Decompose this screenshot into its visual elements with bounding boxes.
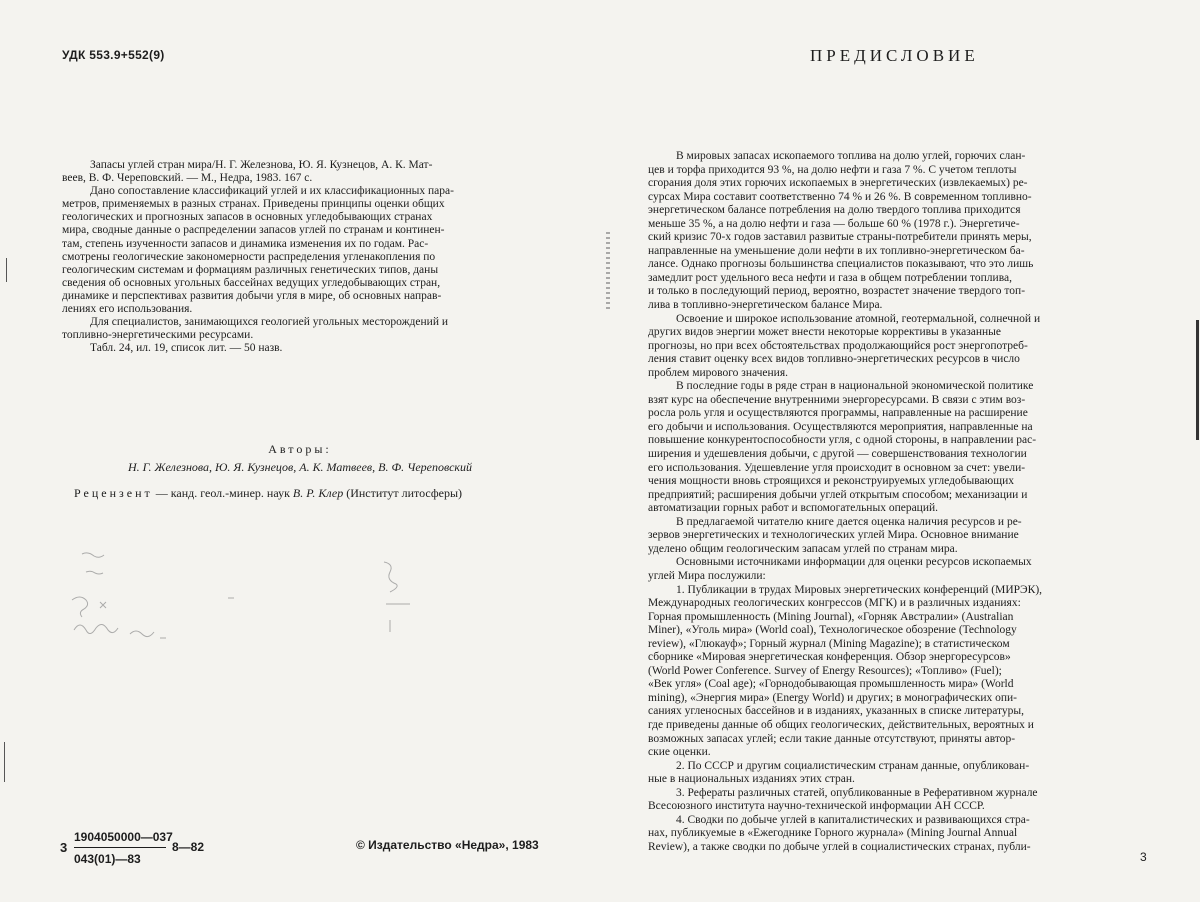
preface-line: цев и торфа приходится 93 %, на долю нефти и газа 7 %. С учетом теплоты bbox=[648, 163, 1017, 176]
preface-line: энергетическом балансе потребления на долю твердого топлива приходится bbox=[648, 204, 1021, 217]
preface-line: его добычи и использования. Осуществляются мероприятия, направленные на bbox=[648, 420, 1033, 433]
code-denominator: 043(01)—83 bbox=[74, 852, 141, 866]
preface-line: (World Power Conference. Survey of Energy Resources); «Топливо» (Fuel); bbox=[648, 664, 1002, 677]
preface-line: других видов энергии может внести некоторые коррективы в указанные bbox=[648, 326, 1002, 339]
abstract-line: лениях его использования. bbox=[62, 303, 193, 316]
preface-line: ширения и удешевления добычи, с другой — совершенствования технологии bbox=[648, 448, 1027, 461]
preface-line: В предлагаемой читателю книге дается оценка наличия ресурсов и ре- bbox=[676, 515, 1022, 528]
abstract-line: веев, В. Ф. Череповский. — М., Недра, 1983. 167 с. bbox=[62, 172, 313, 185]
page-number: 3 bbox=[1140, 850, 1147, 864]
abstract-line: Табл. 24, ил. 19, список лит. — 50 назв. bbox=[90, 342, 283, 355]
abstract-line: сведения об основных угольных бассейнах ведущих угледобывающих стран, bbox=[62, 276, 441, 289]
preface-line: проблем мирового значения. bbox=[648, 366, 789, 379]
preface-line: 1. Публикации в трудах Мировых энергетических конференций (МИРЭК), bbox=[676, 583, 1043, 596]
preface-line: лива в топливно-энергетическом балансе Мира. bbox=[648, 299, 883, 312]
publisher-copyright: © Издательство «Недра», 1983 bbox=[356, 838, 539, 852]
preface-line: прогнозы, но при всех обстоятельствах продолжающийся рост энергопотреб- bbox=[648, 339, 1028, 352]
preface-line: лансе. Однако прогнозы большинства специалистов показывают, что это лишь bbox=[648, 258, 1034, 271]
abstract-line: Для специалистов, занимающихся геологией угольных месторождений и bbox=[90, 316, 449, 329]
authors-names: Н. Г. Железнова, Ю. Я. Кузнецов, А. К. Матвеев, В. Ф. Череповский bbox=[127, 460, 473, 474]
preface-line: ления ставит оценку всех видов топливно-энергетических ресурсов в число bbox=[648, 353, 1020, 366]
preface-line: сурсах Мира составит соответственно 74 % и 26 %. В современном топливно- bbox=[648, 190, 1032, 203]
abstract-block bbox=[62, 159, 568, 355]
preface-line: нах, публикуемые в «Ежегоднике Горного журнала» (Mining Journal Annual bbox=[648, 827, 1018, 840]
left-edge-mark bbox=[6, 258, 7, 282]
preface-line: предприятий; расширения добычи углей открытым способом; механизации и bbox=[648, 488, 1028, 501]
preface-line: Горная промышленность (Mining Journal), «Горняк Австралии» (Australian bbox=[648, 610, 1014, 623]
preface-line: Всесоюзного института научно-технической информации АН СССР. bbox=[648, 800, 985, 813]
reviewer-line bbox=[74, 486, 462, 501]
page-title: ПРЕДИСЛОВИЕ bbox=[810, 46, 979, 65]
reviewer-prefix: Рецензент bbox=[74, 486, 153, 500]
preface-line: ские оценки. bbox=[648, 746, 711, 759]
code-suffix: 8—82 bbox=[172, 840, 205, 854]
preface-line: 2. По СССР и другим социалистическим странам данные, опубликован- bbox=[676, 759, 1030, 772]
reviewer-suffix: (Институт литосферы) bbox=[343, 486, 463, 500]
preface-line: зервов энергетических и технологических углей Мира. Основное внимание bbox=[648, 529, 1019, 542]
abstract-line: геологических и прогнозных запасов в основных угледобывающих странах bbox=[62, 211, 433, 224]
preface-line: сгорания доля этих горючих ископаемых в энергетических (извлекаемых) ре- bbox=[648, 177, 1028, 190]
preface-line: меньше 35 %, а на долю нефти и газа — больше 60 % (1978 г.). Энергетиче- bbox=[648, 217, 1020, 230]
preface-line: замедлит рост удельного веса нефти и газа в общем потреблении топлива, bbox=[648, 271, 1012, 284]
abstract-line: топливно-энергетическими ресурсами. bbox=[62, 329, 254, 342]
abstract-line: Дано сопоставление классификаций углей и их классификационных пара- bbox=[90, 185, 454, 198]
code-fraction-bar bbox=[74, 847, 166, 848]
preface-line: повышение конкурентоспособности угля, с одной стороны, в направлении рас- bbox=[648, 434, 1037, 447]
preface-line: автоматизации горных работ и вспомогательных операций. bbox=[648, 502, 939, 515]
preface-line: и только в последующий период, вероятно, возрастет значение твердого топ- bbox=[648, 285, 1026, 298]
preface-line: review), «Глюкауф»; Горный журнал (Mining Magazine); в статистическом bbox=[648, 637, 1010, 650]
preface-line: где приведены данные об общих геологических, действительных, вероятных и bbox=[648, 718, 1034, 731]
authors-heading: Авторы: bbox=[268, 442, 332, 456]
right-edge-mark bbox=[1196, 320, 1199, 440]
preface-line: уделено общим геологическим запасам углей по странам мира. bbox=[648, 542, 958, 555]
preface-line: ский кризис 70-х годов заставил развитые страны-потребители принять меры, bbox=[648, 231, 1032, 244]
preface-line: чения мощности вновь строящихся и реконструируемых угледобывающих bbox=[648, 475, 1014, 488]
preface-line: росла роль угля и осуществляются программы, направленные на расширение bbox=[648, 407, 1028, 420]
left-edge-mark-2 bbox=[4, 742, 5, 782]
preface-line: mining), «Энергия мира» (Energy World) и других; в монографических опи- bbox=[648, 691, 1017, 704]
preface-line: Международных геологических конгрессов (МГК) и в различных изданиях: bbox=[648, 597, 1021, 610]
preface-line: направленные на уменьшение доли нефти в их топливно-энергетическом ба- bbox=[648, 244, 1025, 257]
abstract-line: мира, сводные данные о распределении запасов углей по странам и континен- bbox=[62, 224, 445, 237]
preface-line: ные в национальных изданиях этих стран. bbox=[648, 773, 855, 786]
preface-line: В мировых запасах ископаемого топлива на долю углей, горючих слан- bbox=[676, 150, 1026, 162]
abstract-line: Запасы углей стран мира/Н. Г. Железнова, Ю. Я. Кузнецов, А. К. Мат- bbox=[90, 159, 433, 171]
preface-line: сборнике «Мировая энергетическая конференция. Обзор энергоресурсов» bbox=[648, 651, 1011, 664]
code-numerator: 1904050000—037 bbox=[74, 830, 173, 844]
preface-line: взят курс на обеспечение внутренними энергоресурсами. В связи с этим воз- bbox=[648, 393, 1026, 406]
preface-line: саниях угленосных бассейнов и в изданиях, указанных в списке литературы, bbox=[648, 705, 1024, 718]
preface-line: Miner), «Уголь мира» (World coal), Технологическое обозрение (Technology bbox=[648, 624, 1017, 637]
preface-line: 4. Сводки по добыче углей в капиталистических и развивающихся стра- bbox=[676, 813, 1030, 826]
reviewer-text: — канд. геол.-минер. наук bbox=[152, 486, 293, 500]
abstract-line: метров, применяемых в разных странах. Приведены принципы оценки общих bbox=[62, 198, 445, 211]
preface-line: его использования. Удешевление угля происходит в основном за счет: увели- bbox=[648, 461, 1026, 474]
preface-line: Основными источниками информации для оценки ресурсов ископаемых bbox=[676, 556, 1032, 569]
preface-line: В последние годы в ряде стран в национальной экономической политике bbox=[676, 380, 1034, 393]
preface-line: Освоение и широкое использование атомной, геотермальной, солнечной и bbox=[676, 312, 1041, 325]
preface-line: возможных запасах углей; если такие данные отсутствуют, приняты автор- bbox=[648, 732, 1016, 745]
abstract-line: геологическим системам и формациям различных генетических типов, даны bbox=[62, 263, 439, 276]
preface-line: «Век угля» (Coal age); «Горнодобывающая промышленность мира» (World bbox=[648, 678, 1014, 691]
reviewer-name: В. Р. Клер bbox=[292, 486, 344, 500]
code-big: 3 bbox=[60, 840, 68, 855]
abstract-line: там, степень изученности запасов и динамика изменения их по годам. Рас- bbox=[62, 237, 429, 250]
abstract-line: смотрены геологические закономерности распределения угленакопления по bbox=[62, 250, 436, 263]
udk-code: УДК 553.9+552(9) bbox=[62, 48, 165, 62]
preface-body bbox=[648, 150, 1146, 854]
preface-line: углей Мира послужили: bbox=[648, 569, 766, 582]
pencil-marks bbox=[60, 548, 420, 668]
preface-line: 3. Рефераты различных статей, опубликованные в Реферативном журнале bbox=[676, 786, 1038, 799]
abstract-line: динамике и перспективах развития добычи угля в мире, об основных направ- bbox=[62, 289, 442, 302]
right-page bbox=[600, 0, 1200, 902]
preface-line: Review), а также сводки по добыче углей в социалистических странах, публи- bbox=[648, 840, 1031, 853]
